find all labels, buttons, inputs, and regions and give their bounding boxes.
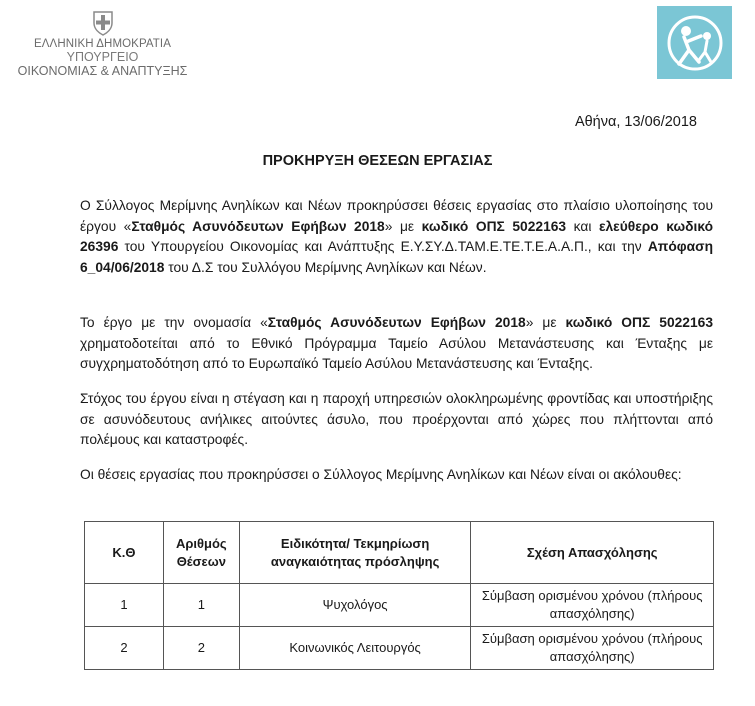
table-header-row: [85, 522, 714, 584]
table-row: [85, 627, 714, 670]
text: Το έργο με την ονομασία «: [80, 315, 268, 330]
ministry-line-ministry: ΥΠΟΥΡΓΕΙΟ: [66, 50, 139, 64]
relation-line: Σύμβαση ορισμένου χρόνου (πλήρους: [481, 588, 703, 603]
text: του Υπουργείου Οικονομίας και Ανάπτυξης Ε.Υ.ΣΥ.Δ.ΤΑΜ.Ε.ΤΕ.Τ.Ε.Α.Α.Π., και την: [118, 239, 648, 254]
ops-code: κωδικό ΟΠΣ 5022163: [565, 315, 714, 330]
header-kth: Κ.Θ: [85, 522, 164, 584]
header-line: αναγκαιότητας πρόσληψης: [270, 553, 440, 569]
header-line: Αριθμός: [175, 535, 227, 551]
cell-specialty: Ψυχολόγος: [239, 584, 471, 627]
paragraph-goal: Στόχος του έργου είναι η στέγαση και η παροχή υπηρεσιών ολοκληρωμένης φροντίδας και υποστήριξης σε ασυνόδευτους ανήλικες αιτούντες άσυλο, που προέρχονται από χώρες που πλήττονται από πολέμους και καταστροφές.: [80, 391, 713, 447]
cell-kth: 1: [85, 584, 164, 627]
relation-line: απασχόλησης): [549, 649, 635, 664]
text: » με: [384, 218, 422, 234]
free-code: ελεύθερο κωδικό 26396: [80, 218, 713, 254]
text: του Δ.Σ του Συλλόγου Μερίμνης Ανηλίκων και Νέων.: [164, 259, 487, 275]
greek-emblem-icon: [92, 10, 114, 36]
cell-specialty: Κοινωνικός Λειτουργός: [239, 627, 471, 670]
project-name: Σταθμός Ασυνόδευτων Εφήβων 2018: [131, 218, 385, 234]
header-line: Ειδικότητα/ Τεκμηρίωση: [280, 535, 430, 551]
table-row: [85, 584, 714, 627]
cell-count: 2: [163, 627, 239, 670]
decision-ref: Απόφαση 6_04/06/2018: [80, 239, 713, 275]
text: » με: [525, 315, 566, 330]
header-positions: [163, 522, 239, 584]
header-line: Θέσεων: [176, 553, 226, 569]
text: χρηματοδοτείται από το Εθνικό Πρόγραμμα Ταμείο Ασύλου Μετανάστευσης και Ένταξης με συγχρηματοδότηση από το Ευρωπαϊκό Ταμείο Ασύλου Μετανάστευσης και Ένταξης.: [80, 335, 713, 371]
positions-table: [84, 521, 714, 670]
text: Ο Σύλλογος Μερίμνης Ανηλίκων και Νέων προκηρύσσει θέσεις εργασίας στο πλαίσιο υλοποίησης του έργου «: [80, 198, 713, 234]
ministry-line-republic: ΕΛΛΗΝΙΚΗ ΔΗΜΟΚΡΑΤΙΑ: [34, 38, 171, 50]
cell-kth: 2: [85, 627, 164, 670]
ministry-header: [0, 10, 205, 78]
project-name: Σταθμός Ασυνόδευτων Εφήβων 2018: [267, 315, 526, 330]
text: και: [566, 218, 599, 234]
document-title: ΠΡΟΚΗΡΥΞΗ ΘΕΣΕΩΝ ΕΡΓΑΣΙΑΣ: [262, 153, 493, 169]
paragraph-funding: [80, 313, 713, 375]
ministry-line-name: ΟΙΚΟΝΟΜΙΑΣ & ΑΝΑΠΤΥΞΗΣ: [17, 64, 188, 78]
paragraph-positions-intro: Οι θέσεις εργασίας που προκηρύσσει ο Σύλλογος Μερίμνης Ανηλίκων και Νέων είναι οι ακόλουθες:: [80, 467, 682, 482]
header-relation: Σχέση Απασχόλησης: [471, 522, 714, 584]
document-date: Αθήνα, 13/06/2018: [574, 114, 697, 130]
relation-line: Σύμβαση ορισμένου χρόνου (πλήρους: [481, 631, 703, 646]
ops-code: κωδικό ΟΠΣ 5022163: [421, 218, 567, 234]
relation-line: απασχόλησης): [549, 606, 635, 621]
cell-relation: [471, 627, 714, 670]
header-specialty: [239, 522, 471, 584]
association-logo-icon: [657, 6, 732, 79]
paragraph-intro: [80, 196, 713, 278]
cell-count: 1: [163, 584, 239, 627]
cell-relation: [471, 584, 714, 627]
